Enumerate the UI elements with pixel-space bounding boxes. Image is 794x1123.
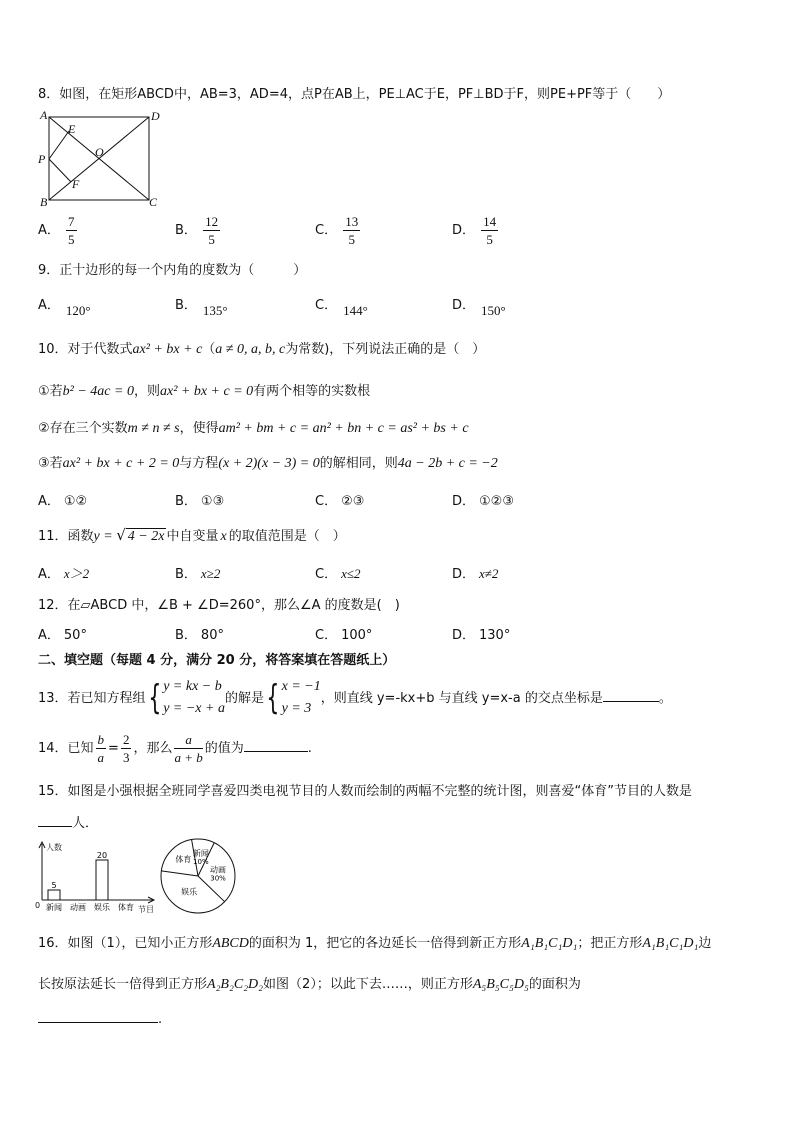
q10-statement-2: ②存在三个实数m ≠ n ≠ s，使得am² + bm + c = an² + bn + c = as² + bs + c [38,421,469,436]
fig-label-o: O [95,145,104,159]
bar-value-label-0: 5 [51,881,57,890]
q12-option-a[interactable]: A． 50° [38,628,87,643]
q10-option-d[interactable]: D． ①②③ [452,494,514,509]
fig-label-e: E [68,122,76,136]
q11-option-c[interactable]: C． x≤2 [315,566,361,582]
fig-label-d: D [151,109,160,123]
q8-stem: 8．如图，在矩形ABCD中，AB=3，AD=4，点P在AB上，PE⊥AC于E，PF⊥BD于F，则PE+PF等于（ ） [38,87,671,102]
q11-option-b[interactable]: B． x≥2 [175,566,221,582]
pie-slice-label-1: 动画 [210,865,227,875]
q13-stem: 13．若已知方程组{ y = kx − b y = −x + a 的解是{ x = −1 y = 3 ，则直线 y=-kx+b 与直线 y=x-a 的交点坐标是 。 [38,678,672,719]
q13-answer-blank[interactable] [603,701,659,702]
bar-category-label-2: 娱乐 [94,903,110,912]
q15-stem-line1: 15．如图是小强根据全班同学喜爱四类电视节目的人数而绘制的两幅不完整的统计图，则喜爱“体育”节目的人数是 [38,784,693,799]
q14-answer-blank[interactable] [244,751,308,752]
pie-slice-label-3: 体育 [175,854,192,864]
q15-bar-chart [30,838,160,914]
q15-stem-line2: 人． [38,812,98,831]
q9-option-b[interactable]: B． 135° [175,298,228,318]
q12-stem: 12．在▱ABCD 中，∠B + ∠D=260°，那么∠A 的度数是( ) [38,598,400,613]
q11-option-d[interactable]: D． x≠2 [452,566,499,582]
q10-option-b[interactable]: B． ①③ [175,494,225,509]
section-2-heading: 二、填空题（每题 4 分，满分 20 分，将答案填在答题纸上） [38,653,396,668]
q14-stem: 14．已知 $\frac{b}{a}$ = $\frac{2}{3}$ ，那么 $\frac{a}{a + b}$ 的值为 . [38,732,312,765]
pie-slice-pct-1: 30% [210,874,226,883]
pie-slice-label-0: 新闻 [192,848,209,858]
bar-x-axis-label: 节目 [138,905,154,914]
q16-line1: 16．如图（1），已知小正方形ABCD的面积为 1，把它的各边延长一倍得到新正方形A₁B₁C₁D₁；把正方形A₁B₁C₁D₁边 [38,936,712,951]
fig-label-b: B [40,195,48,209]
fig-label-f: F [72,177,80,191]
q9-option-a[interactable]: A． 120° [38,298,91,318]
q15-answer-blank[interactable] [38,826,72,827]
q16-answer-line: . [38,1012,162,1027]
q11-option-a[interactable]: A． x＞2 [38,566,90,582]
q12-option-c[interactable]: C． 100° [315,628,373,643]
bar-0 [48,890,60,900]
fig-label-c: C [149,195,158,209]
q10-statement-1: ①若b² − 4ac = 0，则ax² + bx + c = 0有两个相等的实数根 [38,384,371,399]
q11-stem: 11．函数y = √ 4 − 2x 中自变量 x 的取值范围是（ ） [38,526,346,544]
fig-label-a: A [40,108,48,122]
q16-line2: 长按原法延长一倍得到正方形A₂B₂C₂D₂如图（2）；以此下去……，则正方形A₅B₅C₅D₅的面积为 [38,977,581,992]
pie-slice-label-2: 娱乐 [181,887,198,897]
q8-option-c[interactable]: C． $\frac{13}{5}$ [315,214,359,247]
bar-y-axis-label: 人数 [46,843,62,852]
bar-category-label-1: 动画 [70,903,86,912]
q9-stem: 9．正十边形的每一个内角的度数为（ ） [38,263,307,278]
q8-option-a[interactable]: A． $\frac{7}{5}$ [38,214,75,247]
bar-2 [96,860,108,900]
bar-origin-label: 0 [35,901,41,910]
q12-option-b[interactable]: B． 80° [175,628,224,643]
q10-option-c[interactable]: C． ②③ [315,494,365,509]
q8-option-b[interactable]: B． $\frac{12}{5}$ [175,214,219,247]
q16-answer-blank[interactable] [38,1022,158,1023]
bar-category-label-0: 新闻 [46,903,62,912]
bar-category-label-3: 体育 [118,903,134,912]
q9-option-d[interactable]: D． 150° [452,298,506,318]
q10-stem: 10．对于代数式ax² + bx + c（a ≠ 0, a, b, c为常数)，下列说法正确的是（ ） [38,342,486,357]
q15-pie-chart [158,836,238,916]
pie-slice-pct-0: 10% [193,857,209,866]
q8-rectangle-figure [32,106,172,210]
bar-value-label-2: 20 [96,851,108,860]
fig-label-p: P [38,152,46,166]
q9-option-c[interactable]: C． 144° [315,298,368,318]
q12-option-d[interactable]: D． 130° [452,628,511,643]
q8-option-d[interactable]: D． $\frac{14}{5}$ [452,214,497,247]
q10-statement-3: ③若ax² + bx + c + 2 = 0与方程(x + 2)(x − 3) = 0的解相同，则4a − 2b + c = −2 [38,456,498,471]
q10-option-a[interactable]: A． ①② [38,494,88,509]
